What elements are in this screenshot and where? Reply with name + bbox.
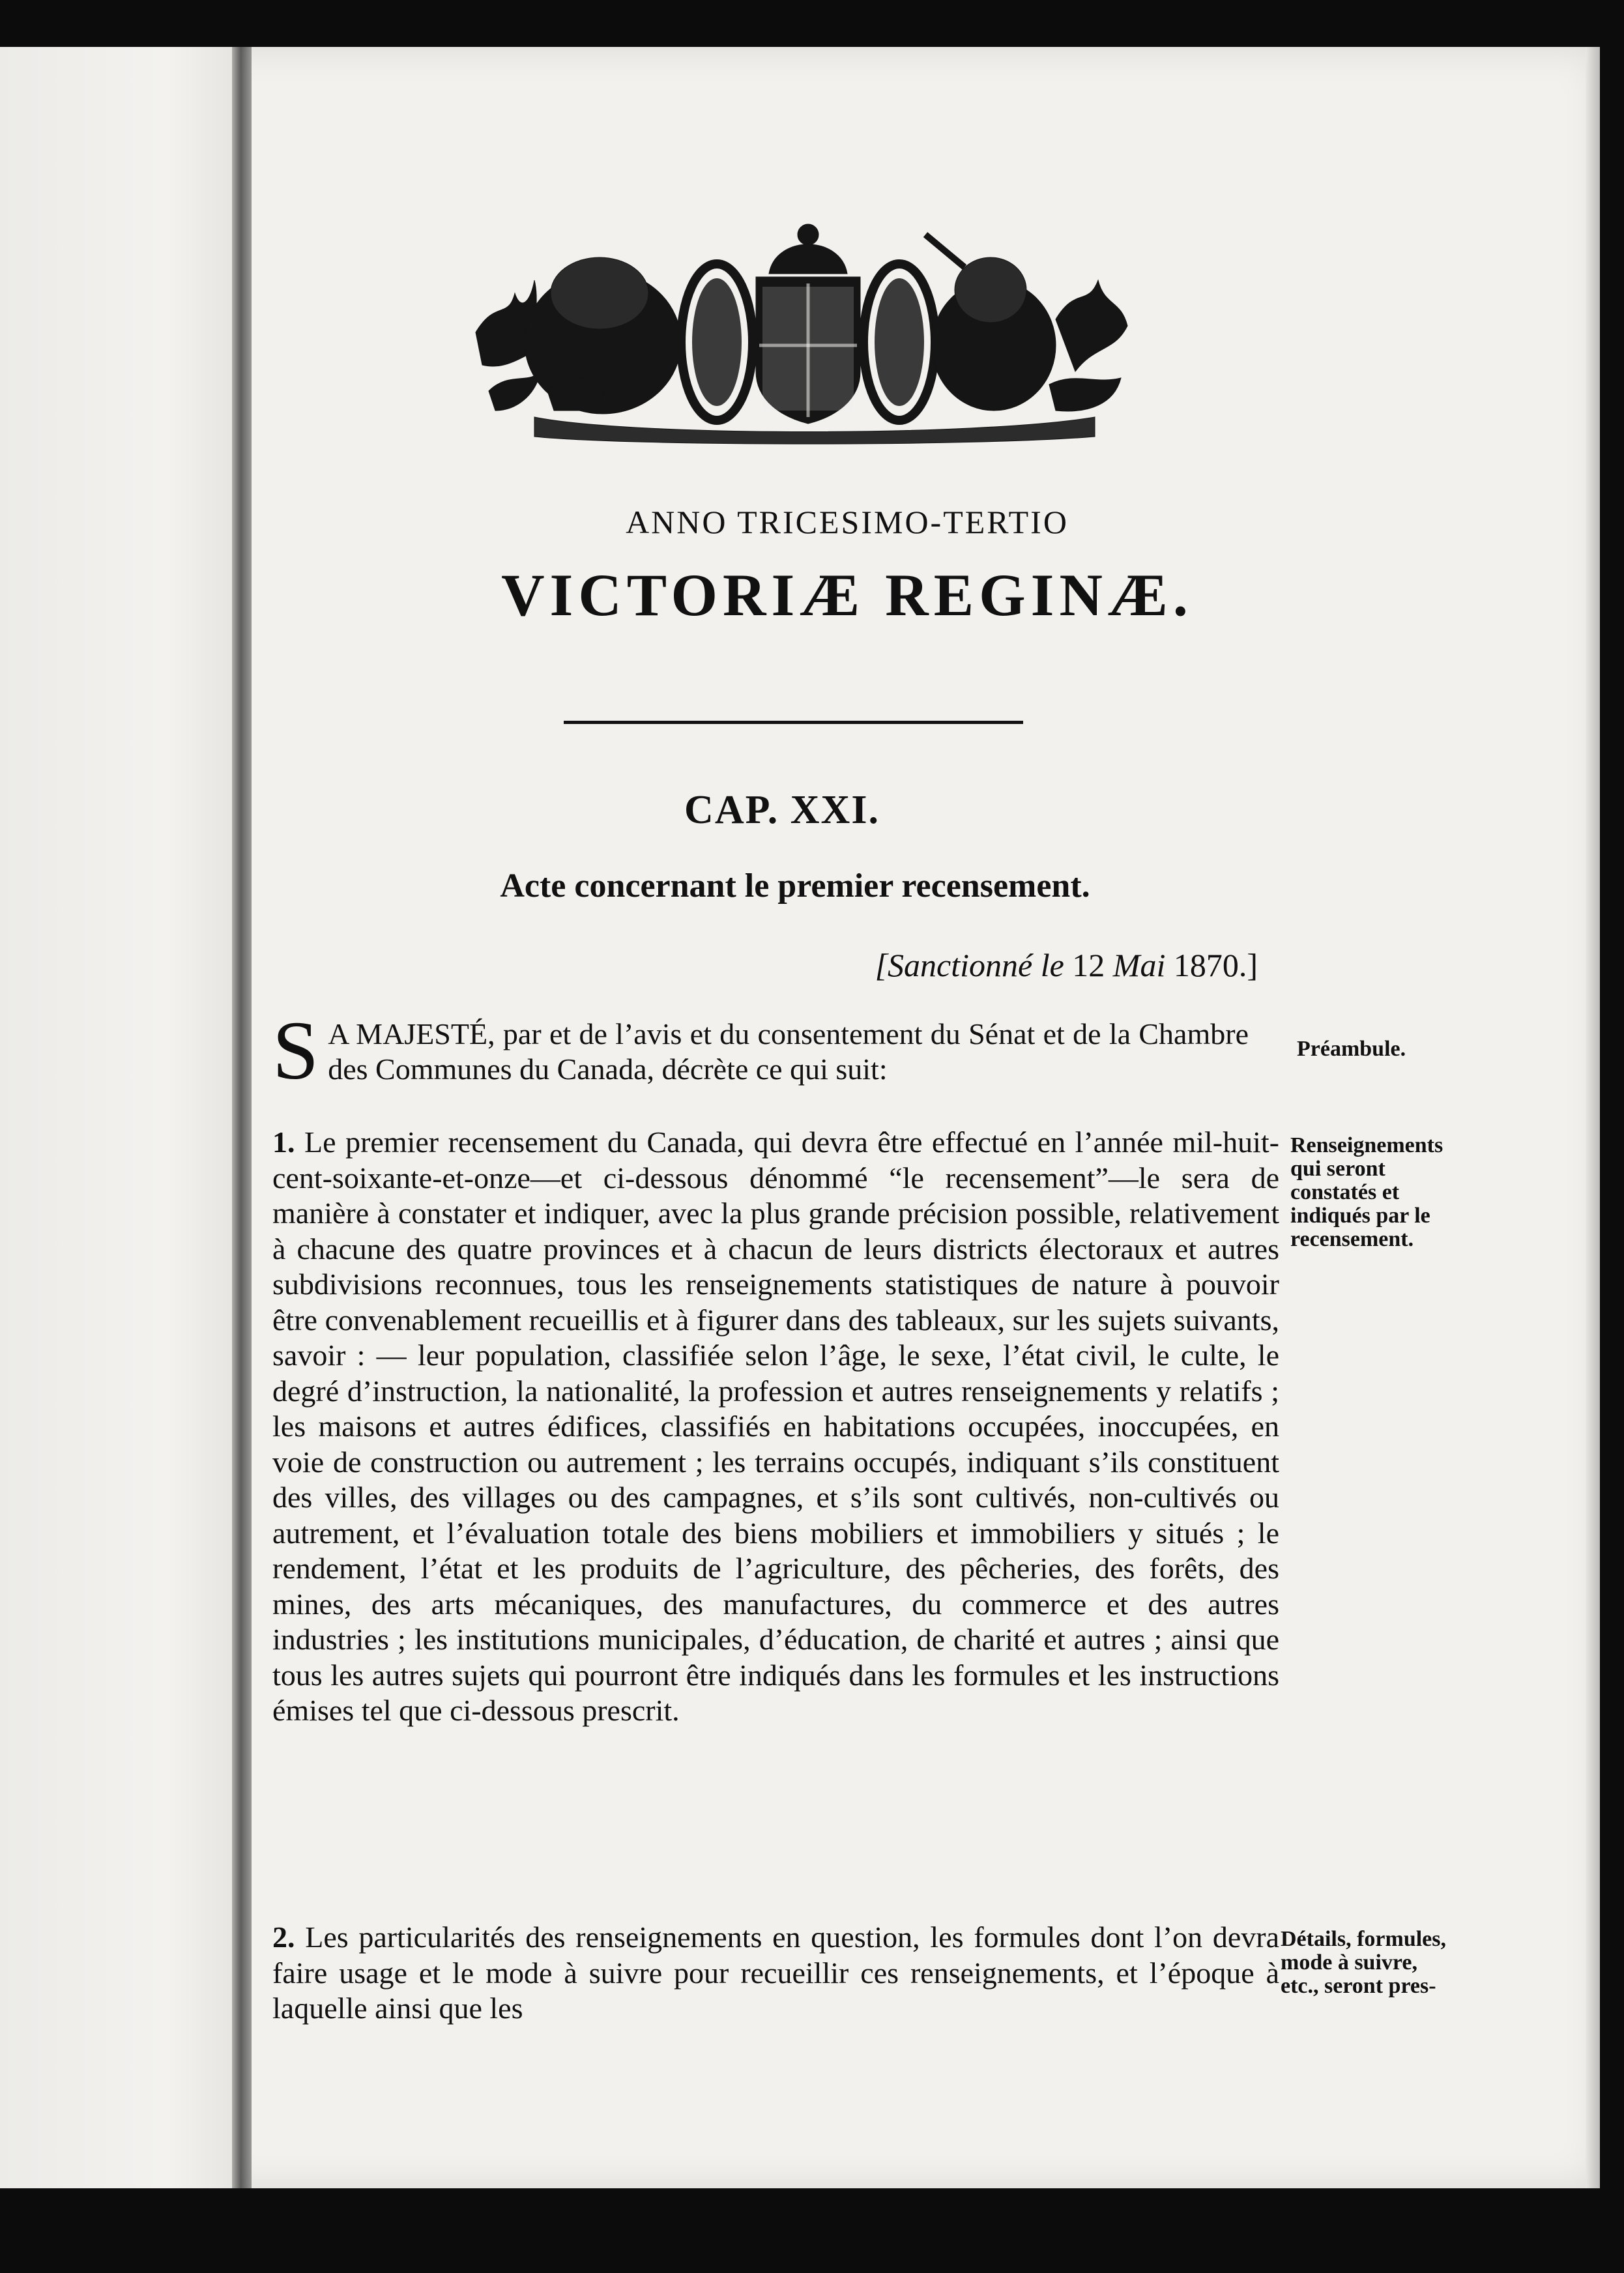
sanction-year: 1870.] (1173, 947, 1258, 983)
page-edge (1586, 47, 1600, 2188)
section-2-paragraph (272, 1920, 1279, 2027)
royal-coat-of-arms-icon (469, 222, 1134, 446)
section-1-paragraph (272, 1125, 1279, 1729)
act-title: Acte concernant le premier recensement. (500, 867, 1090, 905)
section-text: Les particularités des renseignements en question, les formules dont l’on devra faire usage et le mode à suivre pour recueillir ces renseignements, et l’époque à laquelle ainsi que les (272, 1920, 1279, 2025)
margin-note-preamble: Préambule. (1297, 1037, 1406, 1061)
margin-note-section-2: Détails, formules, mode à suivre, etc., seront pres- (1281, 1927, 1447, 1998)
binding-gutter (232, 47, 252, 2188)
preamble-text: , par et de l’avis et du consentement du Sénat et de la Chambre des Communes du Canada, décrète ce qui suit: (328, 1017, 1249, 1086)
section-number: 2. (272, 1920, 295, 1954)
chapter-heading: CAP. XXI. (684, 788, 880, 832)
regnal-year-line: ANNO TRICESIMO-TERTIO (626, 504, 1069, 540)
sanction-prefix: [Sanctionné le (875, 947, 1064, 983)
preamble-paragraph (272, 1004, 1249, 1097)
previous-page-strip (0, 47, 240, 2188)
preamble-lead: A MAJESTÉ (328, 1017, 488, 1050)
reign-title: VICTORIÆ REGINÆ. (501, 562, 1193, 628)
sanction-date (652, 946, 1258, 984)
sanction-day: 12 (1072, 947, 1105, 983)
section-number: 1. (272, 1125, 295, 1159)
drop-cap: S (272, 1004, 319, 1097)
horizontal-rule (564, 721, 1023, 724)
sanction-month: Mai (1112, 947, 1166, 983)
section-text: Le premier recensement du Canada, qui devra être effectué en l’année mil-huit-cent-soixante-et-onze—et ci-dessous dénommé “le recensement”—le sera de manière à constater et indiquer, avec la plus grande précision possible, relativement à chacune des quatre provinces et à chacun de leurs districts électoraux et autres subdivisions reconnues, tous les renseignements statistiques de nature à pouvoir être convenablement recueillis et à figurer dans des tableaux, sur les sujets suivants, savoir : — leur population, classifiée selon l’âge, le sexe, l’état civil, le culte, le degré d’instruction, la nationalité, la profession et autres renseignements y relatifs ; les maisons et autres édifices, classifiés en habitations occupées, inoccupées, en voie de construction ou autrement ; les terrains occupés, indiquant s’ils constituent des villes, des villages ou des campagnes, et s’ils sont cultivés, non-cultivés ou autrement, et l’évaluation totale des biens mobiliers et immobiliers y situés ; le rendement, l’état et les produits de l’agriculture, des pêcheries, des forêts, des mines, des arts mécaniques, des manufactures, du commerce et des autres industries ; les institutions municipales, d’éducation, de charité et autres ; ainsi que tous les autres sujets qui pourront être indiqués dans les formules et les instructions émises tel que ci-dessous prescrit. (272, 1125, 1280, 1727)
margin-note-section-1: Renseignements qui seront constatés et indiqués par le recensement. (1290, 1133, 1443, 1251)
